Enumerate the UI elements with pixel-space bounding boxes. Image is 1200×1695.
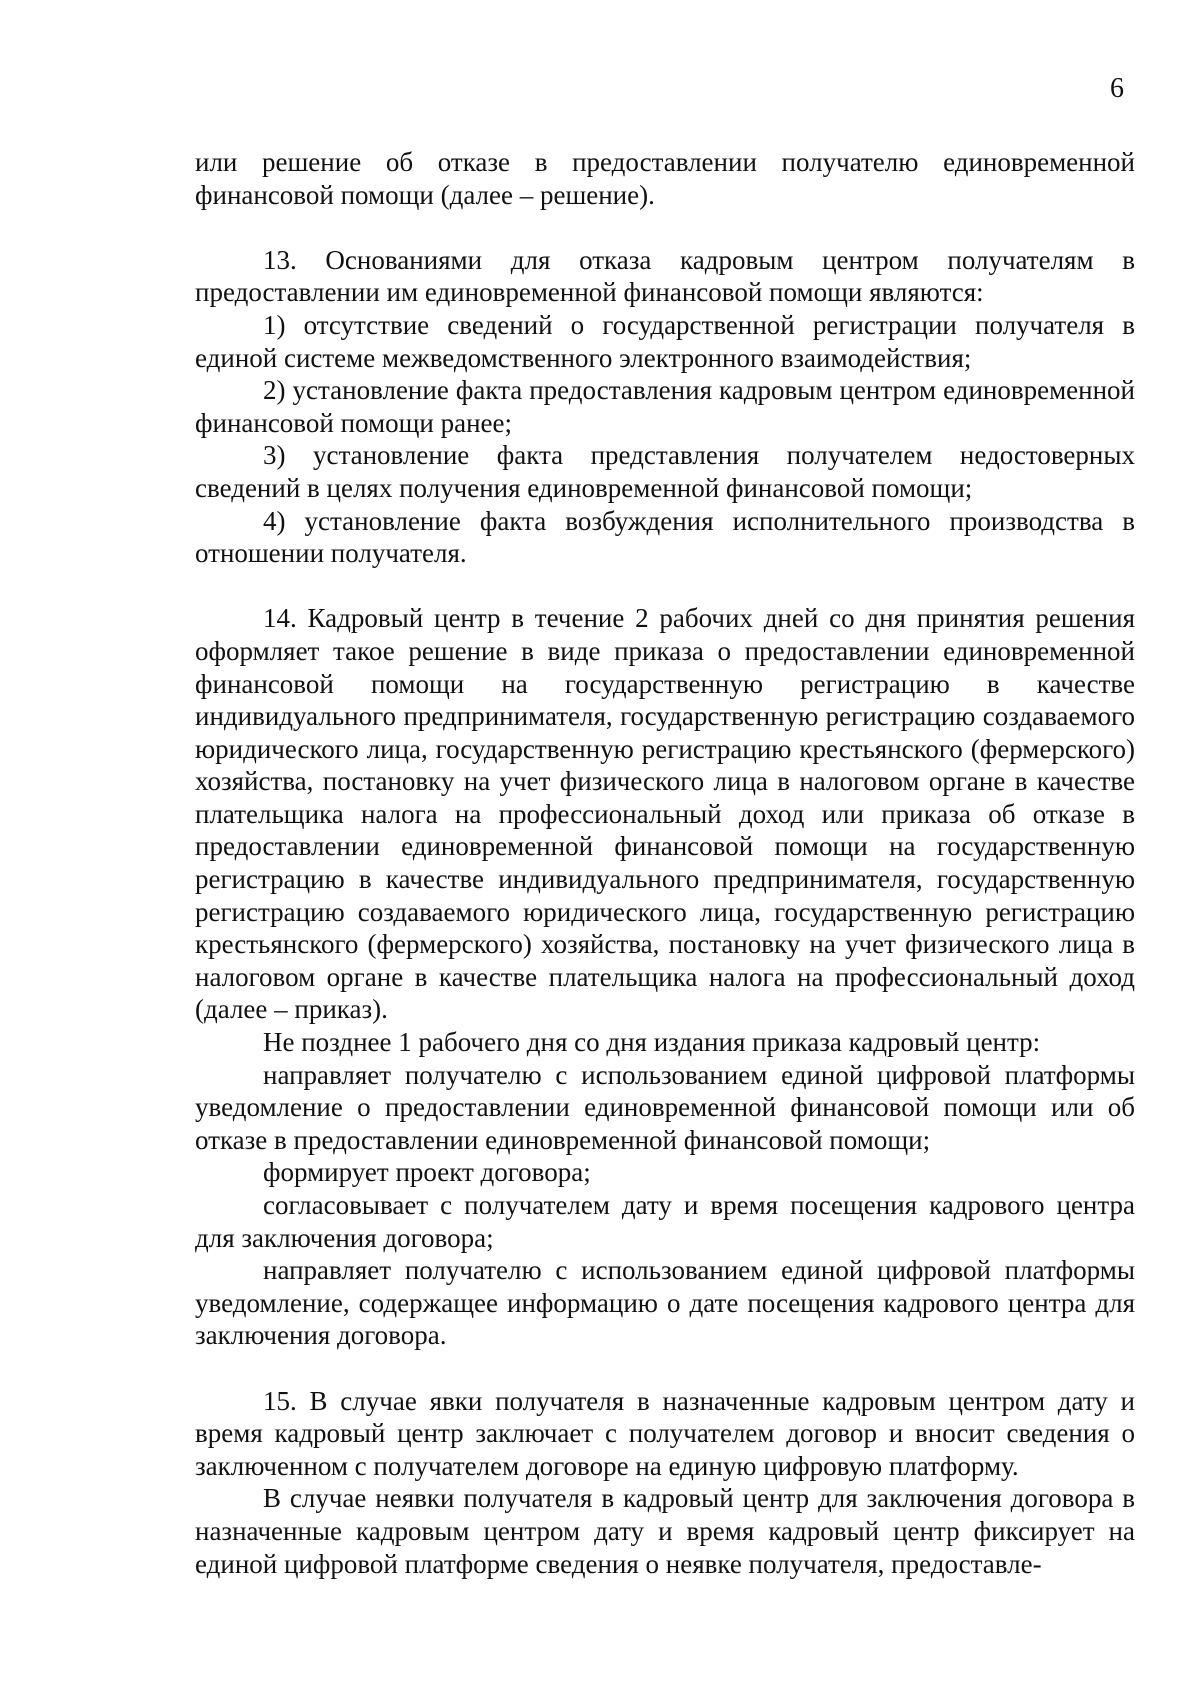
- list-item-14-agree: согласовывает с получателем дату и время посещения кадрового центра для заключения договора;: [195, 1190, 1135, 1253]
- paragraph-14: 14. Кадровый центр в течение 2 рабочих дней со дня принятия решения оформляет такое решение в виде приказа о предоставлении единовременной финансовой помощи на государственную регистрацию в качестве индивидуального предпринимателя, государственную регистрацию создаваемого юридического лица, государственную регистрацию крестьянского (фермерского) хозяйства, постановку на учет физического лица в налоговом органе в качестве плательщика налога на профессиональный доход или приказа об отказе в предоставлении единовременной финансовой помощи на государственную регистрацию в качестве индивидуального предпринимателя, государственную регистрацию создаваемого юридического лица, государственную регистрацию крестьянского (фермерского) хозяйства, постановку на учет физического лица в налоговом органе в качестве плательщика налога на профессиональный доход (далее – приказ).: [195, 603, 1135, 1025]
- list-item-14-notify: направляет получателю с использованием единой цифровой платформы уведомление о предоставлении единовременной финансовой помощи или об отказе в предоставлении единовременной финансовой помощи;: [195, 1059, 1135, 1155]
- list-item-13-2: 2) установление факта предоставления кадровым центром единовременной финансовой помощи ранее;: [195, 375, 1135, 438]
- list-item-14-notify-visit: направляет получателю с использованием единой цифровой платформы уведомление, содержащее информацию о дате посещения кадрового центра для заключения договора.: [195, 1255, 1135, 1351]
- list-item-13-3: 3) установление факта представления получателем недостоверных сведений в целях получения единовременной финансовой помощи;: [195, 440, 1135, 503]
- paragraph-15: 15. В случае явки получателя в назначенные кадровым центром дату и время кадровый центр заключает с получателем договор и вносит сведения о заключенном с получателем договоре на единую цифровую платформу.: [195, 1385, 1135, 1481]
- list-item-13-4: 4) установление факта возбуждения исполнительного производства в отношении получателя.: [195, 505, 1135, 569]
- list-item-13-1: 1) отсутствие сведений о государственной регистрации получателя в единой системе межведомственного электронного взаимодействия;: [195, 309, 1135, 373]
- list-item-14-draft: формирует проект договора;: [263, 1157, 591, 1188]
- paragraph-13: 13. Основаниями для отказа кадровым центром получателям в предоставлении им единовременной финансовой помощи являются:: [195, 244, 1135, 308]
- page-number: 6: [1110, 73, 1124, 104]
- document-body: [195, 146, 1135, 1580]
- paragraph-14-deadline: Не позднее 1 рабочего дня со дня издания приказа кадровый центр:: [263, 1027, 1041, 1058]
- paragraph-continuation: или решение об отказе в предоставлении получателю единовременной финансовой помощи (далее – решение).: [195, 147, 1135, 210]
- paragraph-15-absence: В случае неявки получателя в кадровый центр для заключения договора в назначенные кадровым центром дату и время кадровый центр фиксирует на единой цифровой платформе сведения о неявке получателя, предоставле-: [195, 1483, 1135, 1579]
